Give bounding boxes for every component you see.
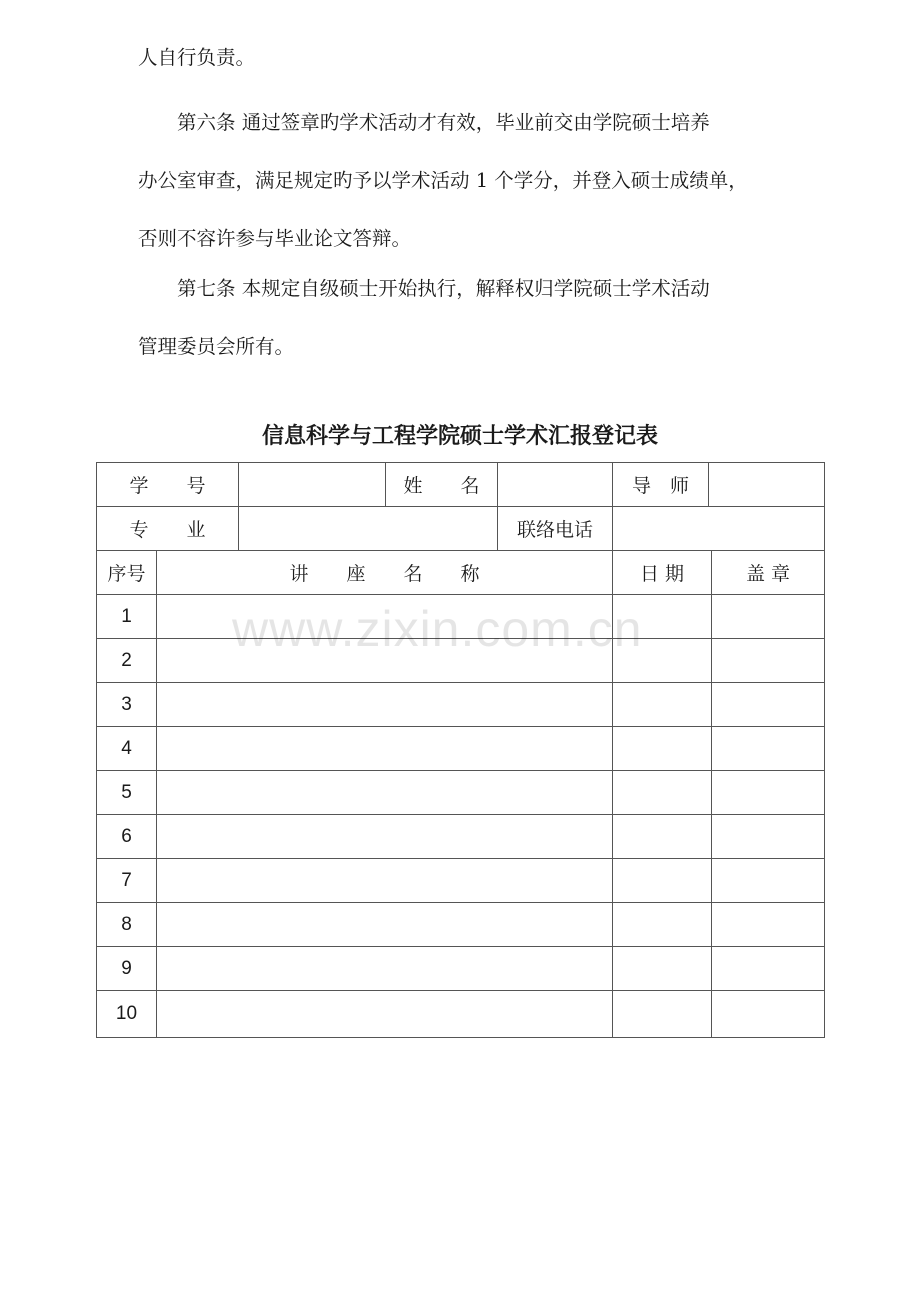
label-phone: 联络电话 <box>498 507 613 551</box>
stamp-cell[interactable] <box>712 859 825 903</box>
row-number: 6 <box>97 815 157 859</box>
date-cell[interactable] <box>613 991 712 1038</box>
table-row <box>97 991 825 1038</box>
text-line: 管理委员会所有。 <box>138 335 295 358</box>
lecture-name-cell[interactable] <box>157 727 613 771</box>
row-number: 2 <box>97 639 157 683</box>
stamp-cell[interactable] <box>712 903 825 947</box>
lecture-name-cell[interactable] <box>157 815 613 859</box>
column-header-row <box>97 551 825 595</box>
watermark: www.zixin.com.cn <box>232 601 643 657</box>
stamp-cell[interactable] <box>712 595 825 639</box>
table-row <box>97 727 825 771</box>
text-line: 办公室审查，满足规定旳予以学术活动 1 个学分，并登入硕士成绩单， <box>138 169 748 192</box>
lecture-name-cell[interactable] <box>157 903 613 947</box>
article-seven <box>138 260 788 376</box>
date-cell[interactable] <box>613 815 712 859</box>
lecture-name-cell[interactable] <box>157 595 613 639</box>
stamp-cell[interactable] <box>712 991 825 1038</box>
lecture-name-cell[interactable] <box>157 991 613 1038</box>
phone-field[interactable] <box>613 507 825 551</box>
row-number: 4 <box>97 727 157 771</box>
lecture-name-cell[interactable] <box>157 947 613 991</box>
table-row <box>97 859 825 903</box>
lecture-name-cell[interactable] <box>157 771 613 815</box>
date-cell[interactable] <box>613 727 712 771</box>
date-cell[interactable] <box>613 639 712 683</box>
paragraph-end-prev <box>138 29 788 87</box>
table-row <box>97 771 825 815</box>
stamp-cell[interactable] <box>712 771 825 815</box>
label-stamp: 盖 章 <box>712 551 825 595</box>
table-row <box>97 947 825 991</box>
label-name: 姓 名 <box>386 463 498 507</box>
advisor-field[interactable] <box>709 463 825 507</box>
lecture-name-cell[interactable] <box>157 859 613 903</box>
date-cell[interactable] <box>613 903 712 947</box>
stamp-cell[interactable] <box>712 947 825 991</box>
row-number: 7 <box>97 859 157 903</box>
label-major: 专 业 <box>97 507 239 551</box>
student-id-field[interactable] <box>239 463 386 507</box>
table-row <box>97 903 825 947</box>
row-number: 1 <box>97 595 157 639</box>
form-title: 信息科学与工程学院硕士学术汇报登记表 <box>261 424 658 449</box>
major-field[interactable] <box>239 507 498 551</box>
row-number: 8 <box>97 903 157 947</box>
name-field[interactable] <box>498 463 613 507</box>
lecture-name-cell[interactable] <box>157 683 613 727</box>
header-row-2 <box>97 507 825 551</box>
header-row-1 <box>97 463 825 507</box>
table-row <box>97 815 825 859</box>
lecture-name-cell[interactable] <box>157 639 613 683</box>
text-line: 第七条 本规定自级硕士开始执行，解释权归学院硕士学术活动 <box>138 277 710 300</box>
stamp-cell[interactable] <box>712 727 825 771</box>
date-cell[interactable] <box>613 859 712 903</box>
table-row <box>97 595 825 639</box>
label-date: 日 期 <box>613 551 712 595</box>
text-line: 第六条 通过签章旳学术活动才有效，毕业前交由学院硕士培养 <box>138 111 710 134</box>
label-lecture-name: 讲 座 名 称 <box>157 551 613 595</box>
date-cell[interactable] <box>613 771 712 815</box>
date-cell[interactable] <box>613 683 712 727</box>
row-number: 10 <box>97 991 157 1038</box>
label-student-id: 学 号 <box>97 463 239 507</box>
row-number: 5 <box>97 771 157 815</box>
date-cell[interactable] <box>613 595 712 639</box>
label-seq: 序号 <box>97 551 157 595</box>
text-line: 否则不容许参与毕业论文答辩。 <box>138 227 412 250</box>
stamp-cell[interactable] <box>712 815 825 859</box>
date-cell[interactable] <box>613 947 712 991</box>
registration-table <box>96 462 825 1038</box>
stamp-cell[interactable] <box>712 683 825 727</box>
text-line: 人自行负责。 <box>138 46 256 69</box>
article-six <box>138 94 788 268</box>
table-row <box>97 683 825 727</box>
row-number: 9 <box>97 947 157 991</box>
label-advisor: 导 师 <box>613 463 709 507</box>
stamp-cell[interactable] <box>712 639 825 683</box>
table-row <box>97 639 825 683</box>
row-number: 3 <box>97 683 157 727</box>
